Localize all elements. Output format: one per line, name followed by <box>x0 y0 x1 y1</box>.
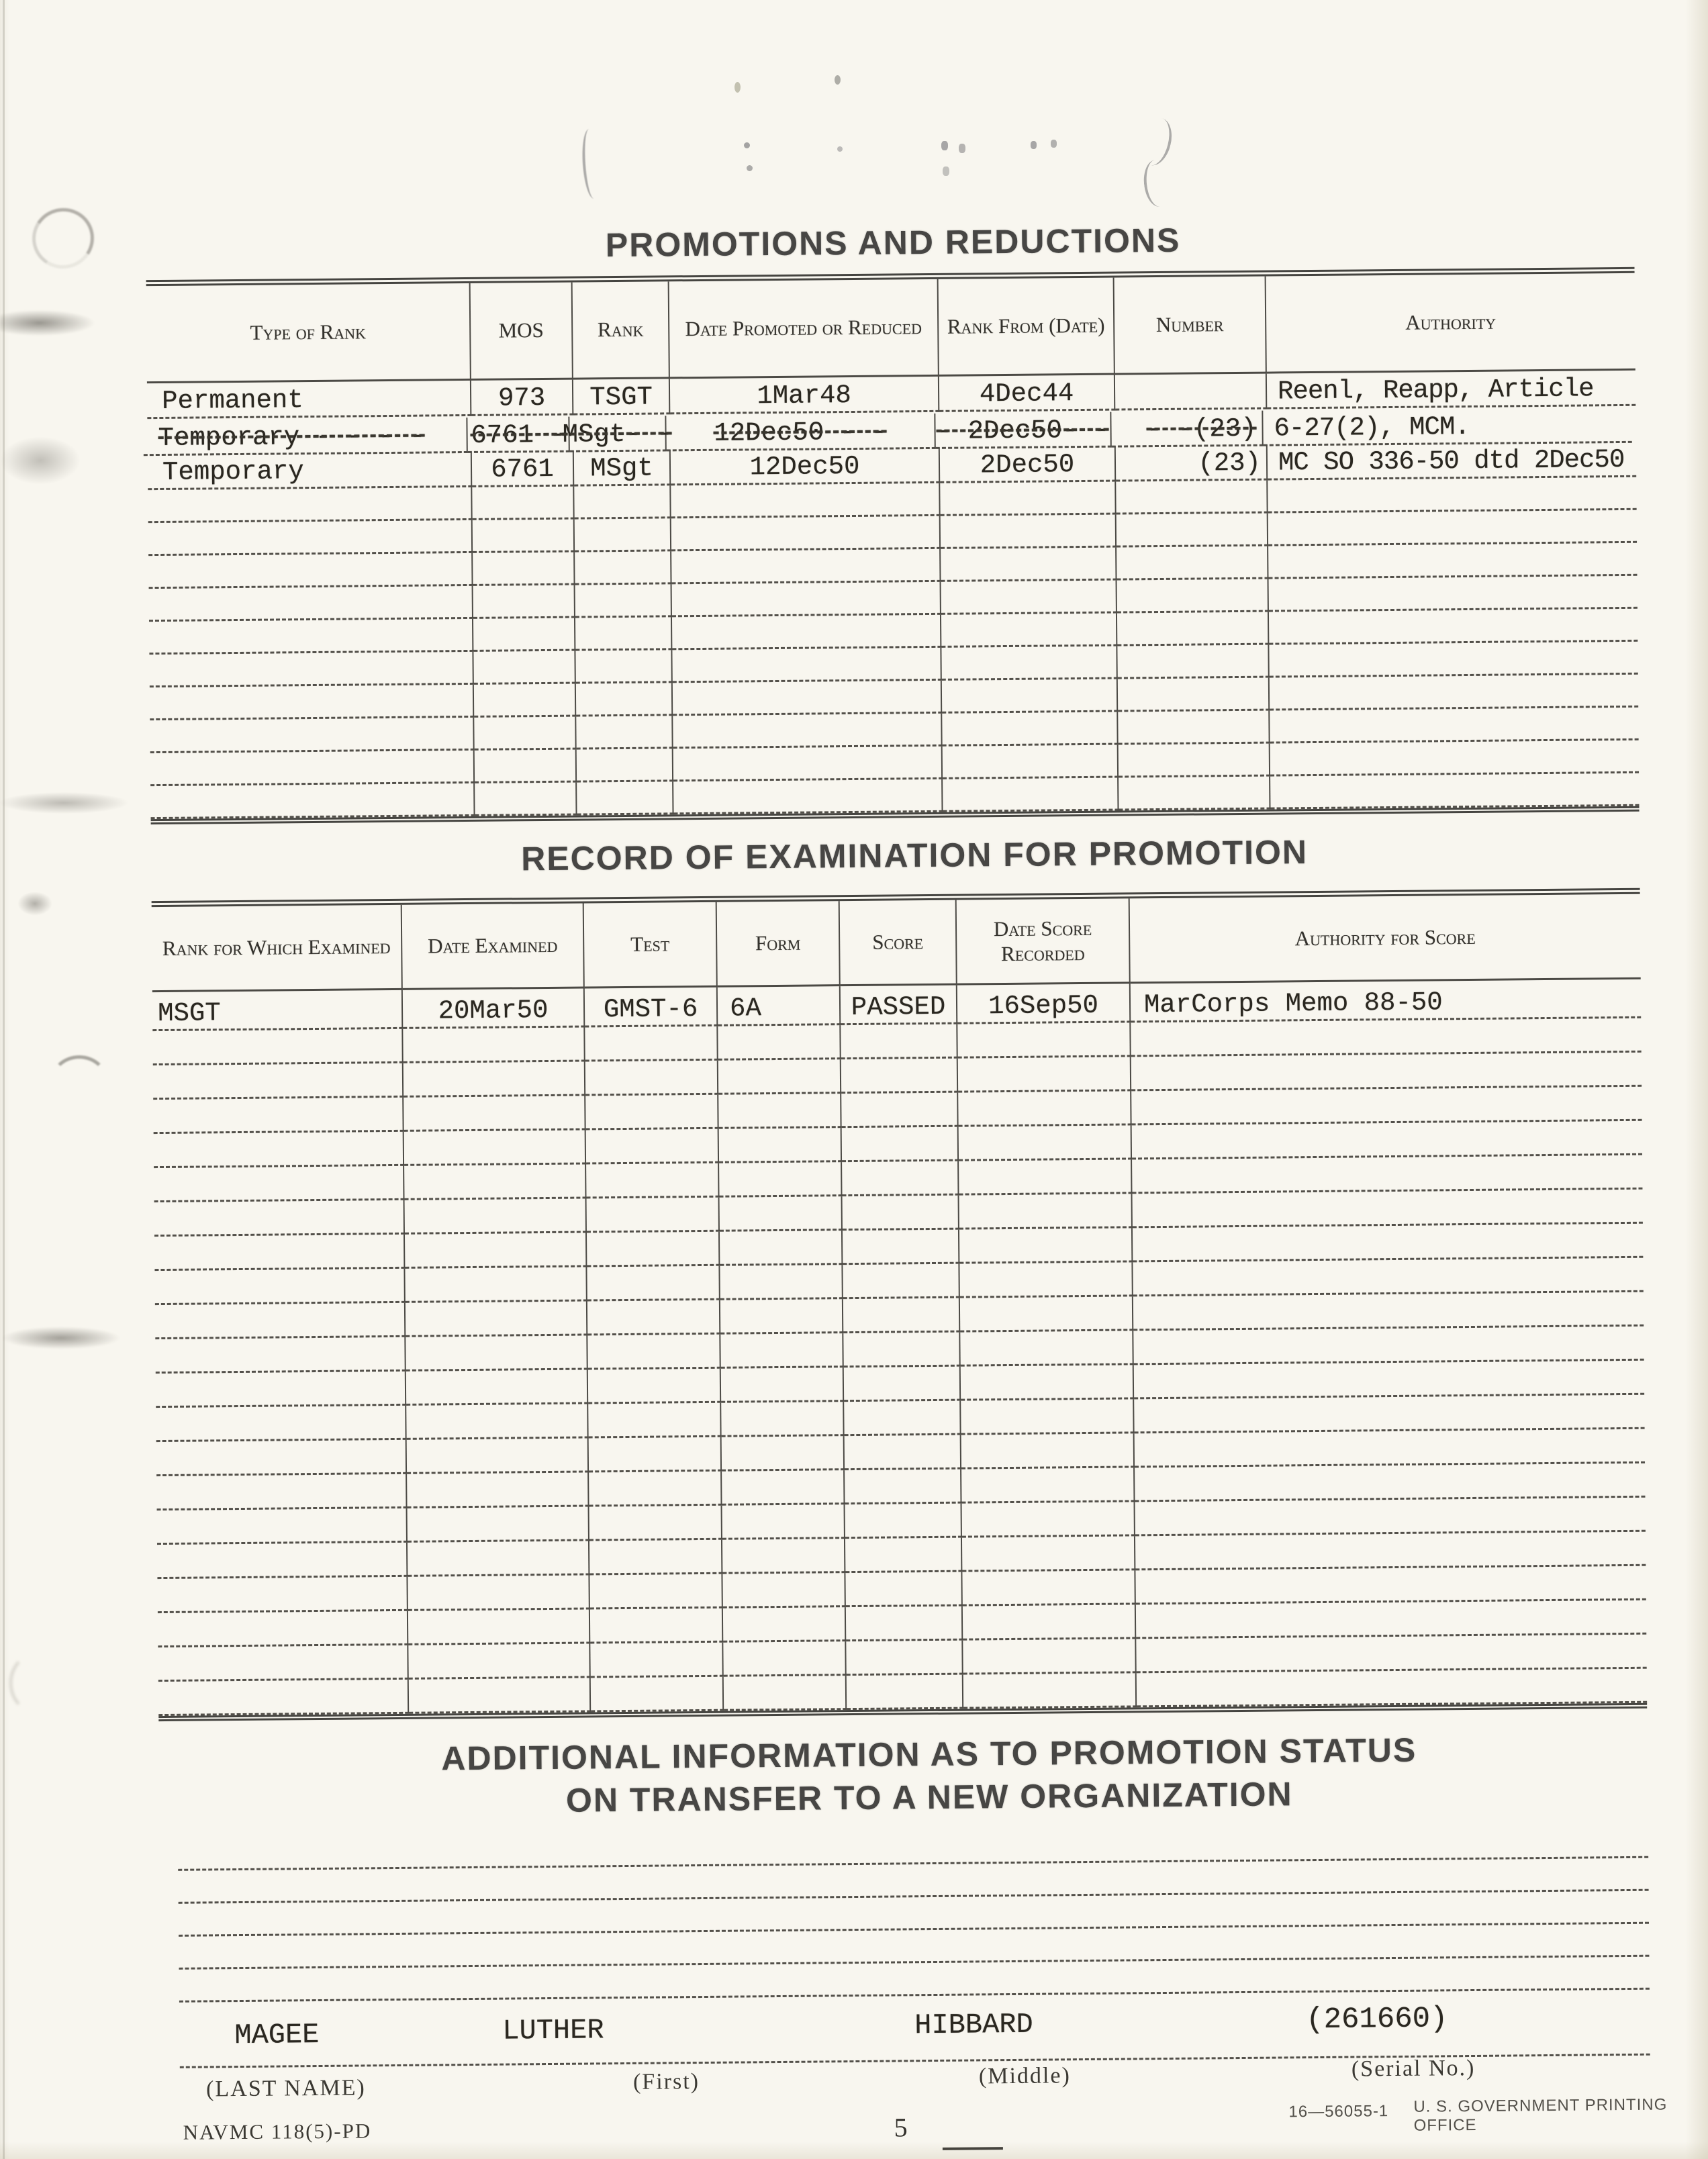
table-cell <box>586 1163 719 1199</box>
table-cell <box>718 1025 841 1061</box>
table-cell <box>672 615 941 650</box>
table-cell <box>577 781 673 815</box>
column-header: Rank for Which Examined <box>152 905 403 992</box>
table-cell <box>152 1029 403 1065</box>
table-cell <box>155 1303 406 1339</box>
table-cell <box>157 1577 408 1613</box>
table-cell: Temporary - - - - <box>143 418 467 456</box>
table-cell: TSGT <box>573 379 670 415</box>
middle-name-label: (Middle) <box>978 2063 1071 2089</box>
table-cell <box>720 1196 843 1232</box>
table-cell <box>148 553 473 589</box>
table-cell <box>1131 1087 1642 1126</box>
table-cell <box>958 1057 1131 1092</box>
table-cell <box>671 516 941 551</box>
table-cell <box>472 487 574 520</box>
table-cell <box>149 619 473 655</box>
table-cell: Reenl, Reapp, Article <box>1267 371 1635 410</box>
printing-office-label: U. S. GOVERNMENT PRINTING OFFICE <box>1413 2095 1668 2135</box>
table-cell <box>959 1159 1132 1195</box>
additional-title-line1: ADDITIONAL INFORMATION AS TO PROMOTION STATUS <box>441 1731 1417 1778</box>
table-cell <box>408 1541 589 1576</box>
table-cell <box>403 1027 585 1063</box>
table-cell <box>1133 1292 1644 1331</box>
table-cell <box>844 1367 961 1402</box>
table-cell <box>961 1399 1134 1435</box>
column-header: Rank <box>573 281 670 379</box>
table-cell <box>1119 744 1270 778</box>
table-cell <box>587 1300 720 1336</box>
table-cell <box>941 614 1117 648</box>
column-header: Test <box>584 902 718 989</box>
table-cell <box>575 617 672 651</box>
table-cell: 6-27(2), MCM. <box>1263 407 1631 446</box>
additional-section-title <box>6 1726 1708 1827</box>
table-cell <box>842 1161 959 1197</box>
table-cell <box>843 1264 959 1300</box>
table-cell <box>589 1437 722 1473</box>
table-cell <box>1137 1669 1647 1708</box>
table-cell <box>672 582 941 617</box>
table-cell <box>957 1022 1131 1058</box>
column-header: Rank From (Date) <box>939 278 1115 377</box>
table-cell <box>1117 514 1268 548</box>
table-cell <box>1136 1600 1646 1639</box>
table-cell <box>158 1645 408 1682</box>
table-cell <box>587 1232 720 1267</box>
table-cell <box>408 1609 590 1645</box>
table-cell <box>722 1470 845 1506</box>
table-cell <box>149 586 473 622</box>
table-cell <box>409 1678 591 1713</box>
table-cell <box>408 1575 589 1611</box>
table-cell <box>473 618 575 652</box>
table-cell <box>941 548 1117 582</box>
table-cell <box>589 1540 722 1576</box>
table-cell <box>847 1675 963 1711</box>
table-cell <box>963 1604 1136 1640</box>
table-cell <box>943 745 1119 779</box>
column-header: Type of Rank <box>146 283 471 383</box>
table-cell <box>673 779 943 814</box>
additional-title-line2: ON TRANSFER TO A NEW ORGANIZATION <box>565 1775 1293 1819</box>
table-cell <box>959 1262 1133 1298</box>
column-header: Authority for Score <box>1130 894 1641 984</box>
table-cell <box>1118 678 1270 712</box>
table-cell <box>940 482 1116 516</box>
examination-table <box>152 888 1648 1721</box>
table-cell <box>408 1506 589 1542</box>
table-cell: MSgt- - <box>569 416 666 452</box>
table-cell <box>842 1127 959 1163</box>
table-cell <box>1268 510 1637 546</box>
table-cell <box>962 1502 1135 1537</box>
table-cell <box>155 1337 406 1374</box>
table-cell <box>721 1402 844 1437</box>
table-cell <box>591 1677 724 1713</box>
table-cell <box>1135 1429 1645 1468</box>
table-cell <box>153 1063 404 1100</box>
table-cell <box>589 1506 722 1541</box>
table-cell: MSGT <box>152 990 403 1031</box>
table-cell <box>841 1024 957 1060</box>
table-cell <box>942 679 1118 714</box>
table-cell <box>474 684 576 718</box>
page-number-line <box>943 2147 1003 2150</box>
table-cell: 12Dec50 - - <box>666 414 935 451</box>
table-cell <box>843 1230 959 1265</box>
table-cell <box>577 749 673 782</box>
table-cell <box>960 1296 1133 1332</box>
table-cell <box>961 1468 1135 1503</box>
table-cell <box>959 1228 1133 1263</box>
table-cell: 4Dec44 <box>939 375 1115 412</box>
table-cell: 16Sep50 <box>957 983 1131 1024</box>
table-cell <box>1131 1053 1642 1092</box>
table-cell <box>575 584 672 618</box>
table-cell <box>150 751 475 786</box>
table-cell <box>157 1543 408 1579</box>
table-cell <box>157 1508 408 1545</box>
examination-section-title: RECORD OF EXAMINATION FOR PROMOTION <box>520 833 1309 878</box>
table-cell <box>1136 1635 1646 1674</box>
table-cell <box>475 750 577 783</box>
table-cell <box>720 1299 843 1335</box>
table-cell <box>576 683 673 716</box>
table-cell <box>959 1194 1133 1229</box>
serial-number-label: (Serial No.) <box>1351 2055 1476 2082</box>
table-cell <box>845 1572 962 1608</box>
table-cell <box>150 718 474 753</box>
table-cell <box>845 1470 961 1505</box>
table-cell <box>150 783 475 819</box>
table-cell <box>673 714 942 749</box>
column-header: Date Examined <box>402 904 585 990</box>
serial-number-value: (261660) <box>1306 2002 1448 2037</box>
middle-name-value: HIBBARD <box>914 2008 1033 2042</box>
table-cell <box>156 1406 406 1442</box>
table-cell <box>1135 1464 1645 1502</box>
table-cell <box>845 1435 961 1471</box>
table-cell <box>1269 576 1638 612</box>
table-cell <box>406 1370 588 1405</box>
table-cell <box>1268 477 1636 514</box>
table-cell <box>156 1440 407 1476</box>
table-cell: 973 <box>471 380 573 416</box>
table-header-row <box>146 273 1635 383</box>
column-header: Score <box>840 900 957 987</box>
table-cell <box>1270 773 1639 810</box>
table-cell: 12Dec50 <box>671 448 940 485</box>
table-cell <box>1135 1566 1646 1605</box>
table-cell <box>475 783 577 816</box>
table-cell <box>473 585 575 619</box>
table-cell <box>156 1372 406 1408</box>
table-cell <box>473 520 575 553</box>
table-cell <box>1118 711 1270 745</box>
table-cell <box>843 1298 960 1334</box>
table-cell <box>963 1639 1136 1674</box>
table-cell <box>843 1196 959 1231</box>
last-name-label: (LAST NAME) <box>205 2075 366 2102</box>
table-cell <box>586 1129 719 1165</box>
table-cell <box>1268 543 1637 579</box>
table-cell <box>575 518 671 552</box>
table-cell <box>941 646 1117 681</box>
table-cell <box>474 717 576 751</box>
column-header: Form <box>717 901 841 988</box>
table-cell <box>845 1538 962 1574</box>
last-name-value: MAGEE <box>234 2019 320 2052</box>
table-cell <box>722 1504 845 1540</box>
form-number: NAVMC 118(5)-PD <box>183 2119 372 2144</box>
table-cell <box>587 1198 720 1233</box>
table-cell: Temporary <box>148 452 472 490</box>
table-cell <box>941 515 1117 549</box>
table-cell: 6761 - <box>467 417 569 453</box>
table-cell <box>961 1433 1135 1469</box>
table-cell <box>408 1643 590 1679</box>
column-header: Number <box>1114 277 1267 375</box>
table-cell <box>1134 1361 1644 1400</box>
table-cell <box>720 1265 843 1300</box>
table-cell <box>575 551 671 585</box>
table-cell <box>473 553 575 586</box>
table-cell <box>962 1570 1135 1606</box>
table-cell <box>671 483 940 518</box>
table-cell <box>575 650 672 683</box>
table-cell <box>587 1266 720 1302</box>
table-cell <box>407 1472 589 1508</box>
column-header: Date Score Recorded <box>957 898 1131 985</box>
table-cell <box>1135 1532 1646 1571</box>
table-cell: 20Mar50 <box>403 988 585 1028</box>
table-cell <box>154 1200 405 1237</box>
table-cell: Permanent <box>147 381 471 419</box>
table-cell <box>1131 1018 1641 1057</box>
table-cell <box>154 1166 404 1202</box>
table-cell <box>718 1094 841 1129</box>
table-cell <box>154 1235 405 1271</box>
table-cell: GMST-6 <box>585 988 718 1028</box>
table-cell <box>671 549 941 584</box>
table-cell <box>843 1333 960 1368</box>
table-cell <box>405 1267 587 1302</box>
table-cell <box>719 1128 842 1163</box>
table-header-row <box>152 894 1641 992</box>
table-cell <box>587 1335 720 1370</box>
table-cell <box>1132 1155 1642 1194</box>
table-cell <box>672 648 941 683</box>
table-cell <box>1116 481 1268 515</box>
table-cell <box>148 520 473 556</box>
table-cell: MC SO 336-50 dtd 2Dec50 <box>1268 442 1636 481</box>
table-cell <box>590 1609 723 1644</box>
table-cell <box>841 1059 958 1094</box>
table-cell <box>1270 740 1639 777</box>
table-cell <box>942 712 1118 747</box>
table-cell <box>719 1162 842 1198</box>
table-cell <box>958 1091 1131 1126</box>
table-cell <box>959 1125 1132 1161</box>
table-cell <box>406 1301 587 1337</box>
table-cell <box>718 1059 841 1095</box>
table-cell <box>1133 1258 1643 1297</box>
table-cell <box>149 652 473 687</box>
table-cell <box>723 1641 846 1677</box>
table-cell <box>1117 579 1269 614</box>
table-cell <box>589 1574 722 1610</box>
table-cell <box>148 487 472 523</box>
table-cell <box>1270 708 1638 744</box>
table-cell <box>960 1331 1133 1366</box>
table-cell <box>590 1643 723 1678</box>
table-cell <box>150 685 474 720</box>
table-cell <box>1134 1395 1644 1434</box>
table-cell <box>720 1231 843 1266</box>
table-cell <box>588 1369 721 1404</box>
table-cell <box>846 1606 963 1642</box>
table-cell <box>405 1198 587 1234</box>
table-cell <box>156 1474 407 1510</box>
table-cell <box>406 1335 587 1371</box>
table-cell <box>962 1536 1135 1572</box>
table-cell: 6A <box>718 986 841 1026</box>
table-cell: MarCorps Memo 88-50 <box>1131 979 1641 1023</box>
column-header: Date Promoted or Reduced <box>669 279 939 379</box>
table-cell: - 2Dec50- - <box>935 412 1111 449</box>
table-cell <box>1117 612 1269 646</box>
table-cell <box>1119 777 1270 811</box>
table-cell <box>1115 374 1267 411</box>
table-cell <box>1133 1327 1644 1365</box>
table-cell <box>404 1130 586 1165</box>
table-cell <box>158 1680 409 1716</box>
table-cell <box>404 1164 586 1200</box>
table-cell <box>722 1436 845 1472</box>
table-cell <box>588 1403 721 1439</box>
additional-blank-lines <box>178 1825 1650 2003</box>
table-cell <box>589 1472 722 1507</box>
table-cell: 1Mar48 <box>670 377 939 414</box>
table-cell: 2Dec50 <box>940 446 1116 483</box>
table-cell <box>841 1093 958 1129</box>
table-cell: - -(23) <box>1111 411 1263 448</box>
table-cell <box>722 1573 845 1609</box>
column-header: Authority <box>1266 273 1635 374</box>
table-cell: (23) <box>1116 445 1268 482</box>
table-cell <box>407 1438 589 1474</box>
table-cell <box>473 651 575 685</box>
table-cell <box>1269 609 1638 645</box>
first-name-label: (First) <box>632 2069 700 2095</box>
table-cell <box>673 681 942 716</box>
table-cell <box>1269 642 1638 678</box>
table-cell <box>1135 1498 1646 1537</box>
table-cell <box>846 1641 963 1676</box>
table-cell <box>1270 675 1638 711</box>
table-cell <box>961 1365 1134 1400</box>
table-cell <box>406 1404 588 1439</box>
promotions-section-title: PROMOTIONS AND REDUCTIONS <box>605 221 1181 265</box>
table-cell: MSgt <box>574 450 671 486</box>
table-cell <box>1117 645 1269 679</box>
table-cell <box>585 1026 718 1062</box>
table-cell <box>1133 1190 1643 1229</box>
table-cell <box>723 1607 846 1643</box>
table-cell <box>941 581 1117 615</box>
table-cell <box>153 1098 404 1134</box>
table-cell <box>721 1368 844 1403</box>
table-cell <box>963 1673 1137 1709</box>
table-cell <box>844 1401 961 1437</box>
table-cell <box>405 1233 587 1268</box>
table-cell <box>845 1504 962 1539</box>
table-cell <box>158 1611 408 1647</box>
table-cell <box>404 1061 585 1097</box>
table-cell <box>720 1333 843 1369</box>
table-cell <box>574 485 671 519</box>
page-number: 5 <box>894 2112 908 2143</box>
table-cell <box>404 1096 585 1131</box>
table-cell <box>154 1132 404 1168</box>
table-cell <box>585 1061 718 1096</box>
table-cell <box>722 1539 845 1574</box>
table-cell <box>585 1095 718 1131</box>
table-cell: 6761 <box>472 451 574 487</box>
promotions-table <box>146 267 1640 824</box>
table-cell <box>576 716 673 749</box>
column-header: MOS <box>471 283 573 381</box>
table-cell <box>154 1269 405 1305</box>
table-cell <box>1132 1121 1642 1160</box>
table-cell <box>1133 1224 1643 1263</box>
table-cell <box>724 1676 847 1711</box>
table-cell <box>943 778 1119 812</box>
print-code: 16—56055-1 <box>1288 2102 1389 2121</box>
table-cell <box>673 747 943 781</box>
table-cell <box>1117 546 1268 581</box>
table-cell: PASSED <box>841 986 957 1026</box>
first-name-value: LUTHER <box>502 2014 604 2048</box>
